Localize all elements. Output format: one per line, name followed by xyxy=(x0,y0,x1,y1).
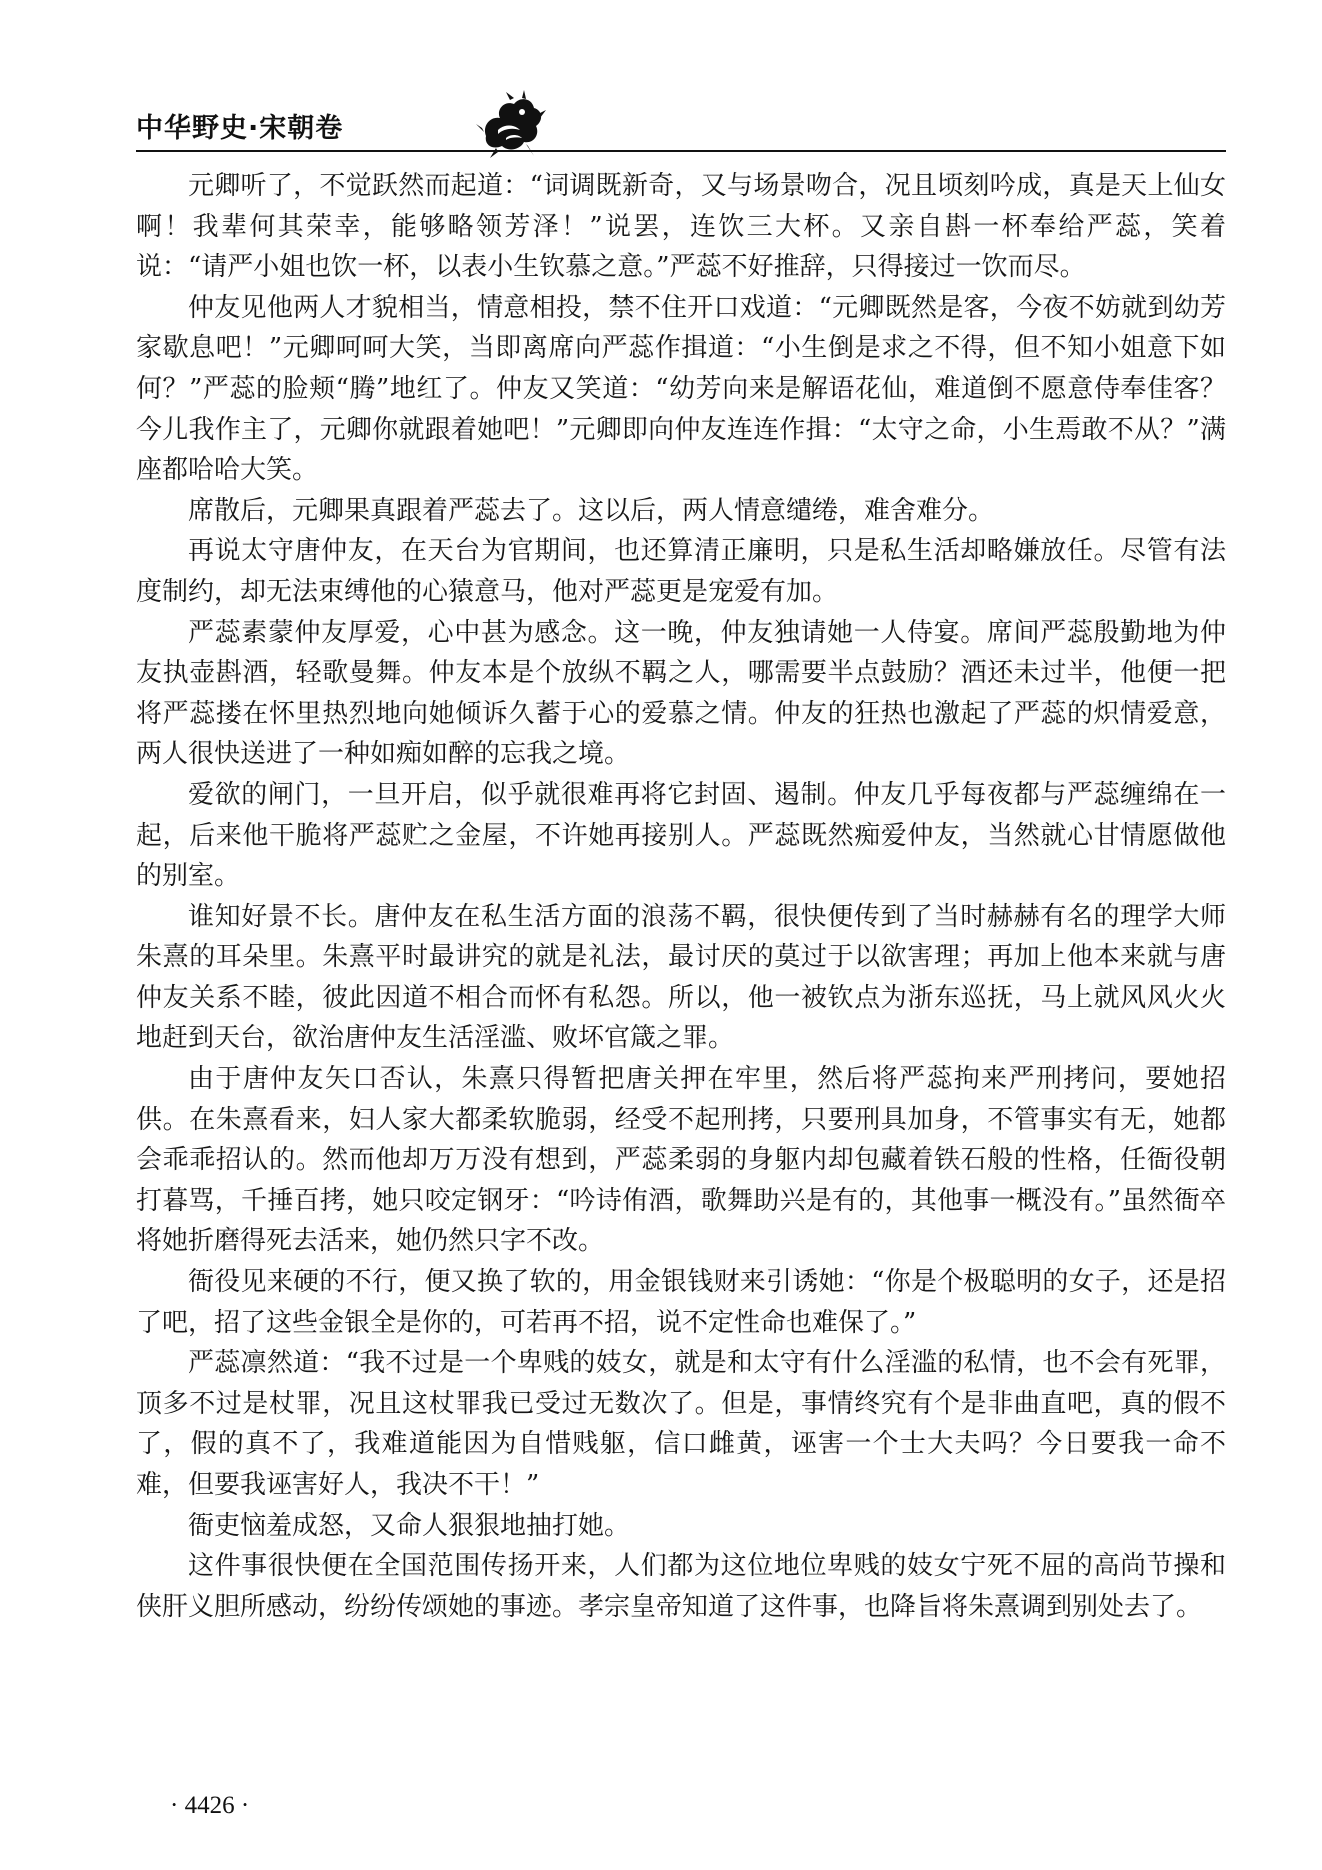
paragraph: 谁知好景不长。唐仲友在私生活方面的浪荡不羁，很快便传到了当时赫赫有名的理学大师朱熹的耳朵里。朱熹平时最讲究的就是礼法，最讨厌的莫过于以欲害理；再加上他本来就与唐仲友关系不睦，彼此因道不相合而怀有私怨。所以，他一被钦点为浙东巡抚，马上就风风火火地赶到天台，欲治唐仲友生活淫滥、败坏官箴之罪。 xyxy=(136,901,1226,1054)
body-text xyxy=(136,166,1226,1627)
paragraph: 再说太守唐仲友，在天台为官期间，也还算清正廉明，只是私生活却略嫌放任。尽管有法度制约，却无法束缚他的心猿意马，他对严蕊更是宠爱有加。 xyxy=(136,536,1226,607)
header-rule xyxy=(136,150,1226,152)
paragraph: 衙役见来硬的不行，便又换了软的，用金银钱财来引诱她：“你是个极聪明的女子，还是招了吧，招了这些金银全是你的，可若再不招，说不定性命也难保了。” xyxy=(136,1267,1226,1338)
paragraph: 衙吏恼羞成怒，又命人狠狠地抽打她。 xyxy=(188,1510,631,1541)
running-header xyxy=(136,92,1226,162)
paragraph: 严蕊素蒙仲友厚爱，心中甚为感念。这一晚，仲友独请她一人侍宴。席间严蕊殷勤地为仲友执壶斟酒，轻歌曼舞。仲友本是个放纵不羁之人，哪需要半点鼓励？酒还未过半，他便一把将严蕊搂在怀里热烈地向她倾诉久蓄于心的爱慕之情。仲友的狂热也激起了严蕊的炽情爱意，两人很快送进了一种如痴如醉的忘我之境。 xyxy=(136,617,1226,770)
paragraph: 严蕊凛然道：“我不过是一个卑贱的妓女，就是和太守有什么淫滥的私情，也不会有死罪，顶多不过是杖罪，况且这杖罪我已受过无数次了。但是，事情终究有个是非曲直吧，真的假不了，假的真不了，我难道能因为自惜贱躯，信口雌黄，诬害一个士大夫吗？今日要我一命不难，但要我诬害好人，我决不干！” xyxy=(136,1348,1226,1500)
book-title: 中华野史·宋朝卷 xyxy=(136,113,344,144)
paragraph: 爱欲的闸门，一旦开启，似乎就很难再将它封固、遏制。仲友几乎每夜都与严蕊缠绵在一起，后来他干脆将严蕊贮之金屋，不许她再接别人。严蕊既然痴爱仲友，当然就心甘情愿做他的别室。 xyxy=(136,779,1226,892)
paragraph: 仲友见他两人才貌相当，情意相投，禁不住开口戏道：“元卿既然是客，今夜不妨就到幼芳家歇息吧！”元卿呵呵大笑，当即离席向严蕊作揖道：“小生倒是求之不得，但不知小姐意下如何？”严蕊的脸颊“腾”地红了。仲友又笑道：“幼芳向来是解语花仙，难道倒不愿意侍奉佳客？今儿我作主了，元卿你就跟着她吧！”元卿即向仲友连连作揖：“太守之命，小生焉敢不从？”满座都哈哈大笑。 xyxy=(136,292,1226,486)
paragraph: 席散后，元卿果真跟着严蕊去了。这以后，两人情意缱绻，难舍难分。 xyxy=(188,495,995,526)
page-number: · 4426 · xyxy=(170,1792,250,1819)
paragraph: 由于唐仲友矢口否认，朱熹只得暂把唐关押在牢里，然后将严蕊拘来严刑拷问，要她招供。在朱熹看来，妇人家大都柔软脆弱，经受不起刑拷，只要刑具加身，不管事实有无，她都会乖乖招认的。然而他却万万没有想到，严蕊柔弱的身躯内却包藏着铁石般的性格，任衙役朝打暮骂，千捶百拷，她只咬定钢牙：“吟诗侑酒，歌舞助兴是有的，其他事一概没有。”虽然衙卒将她折磨得死去活来，她仍然只字不改。 xyxy=(136,1064,1226,1257)
paragraph: 这件事很快便在全国范围传扬开来，人们都为这位地位卑贱的妓女宁死不屈的高尚节操和侠肝义胆所感动，纷纷传颂她的事迹。孝宗皇帝知道了这件事，也降旨将朱熹调到别处去了。 xyxy=(136,1551,1226,1622)
paragraph: 元卿听了，不觉跃然而起道：“词调既新奇，又与场景吻合，况且顷刻吟成，真是天上仙女啊！我辈何其荣幸，能够略领芳泽！”说罢，连饮三大杯。又亲自斟一杯奉给严蕊，笑着说：“请严小姐也饮一杯，以表小生钦慕之意。”严蕊不好推辞，只得接过一饮而尽。 xyxy=(136,171,1226,283)
